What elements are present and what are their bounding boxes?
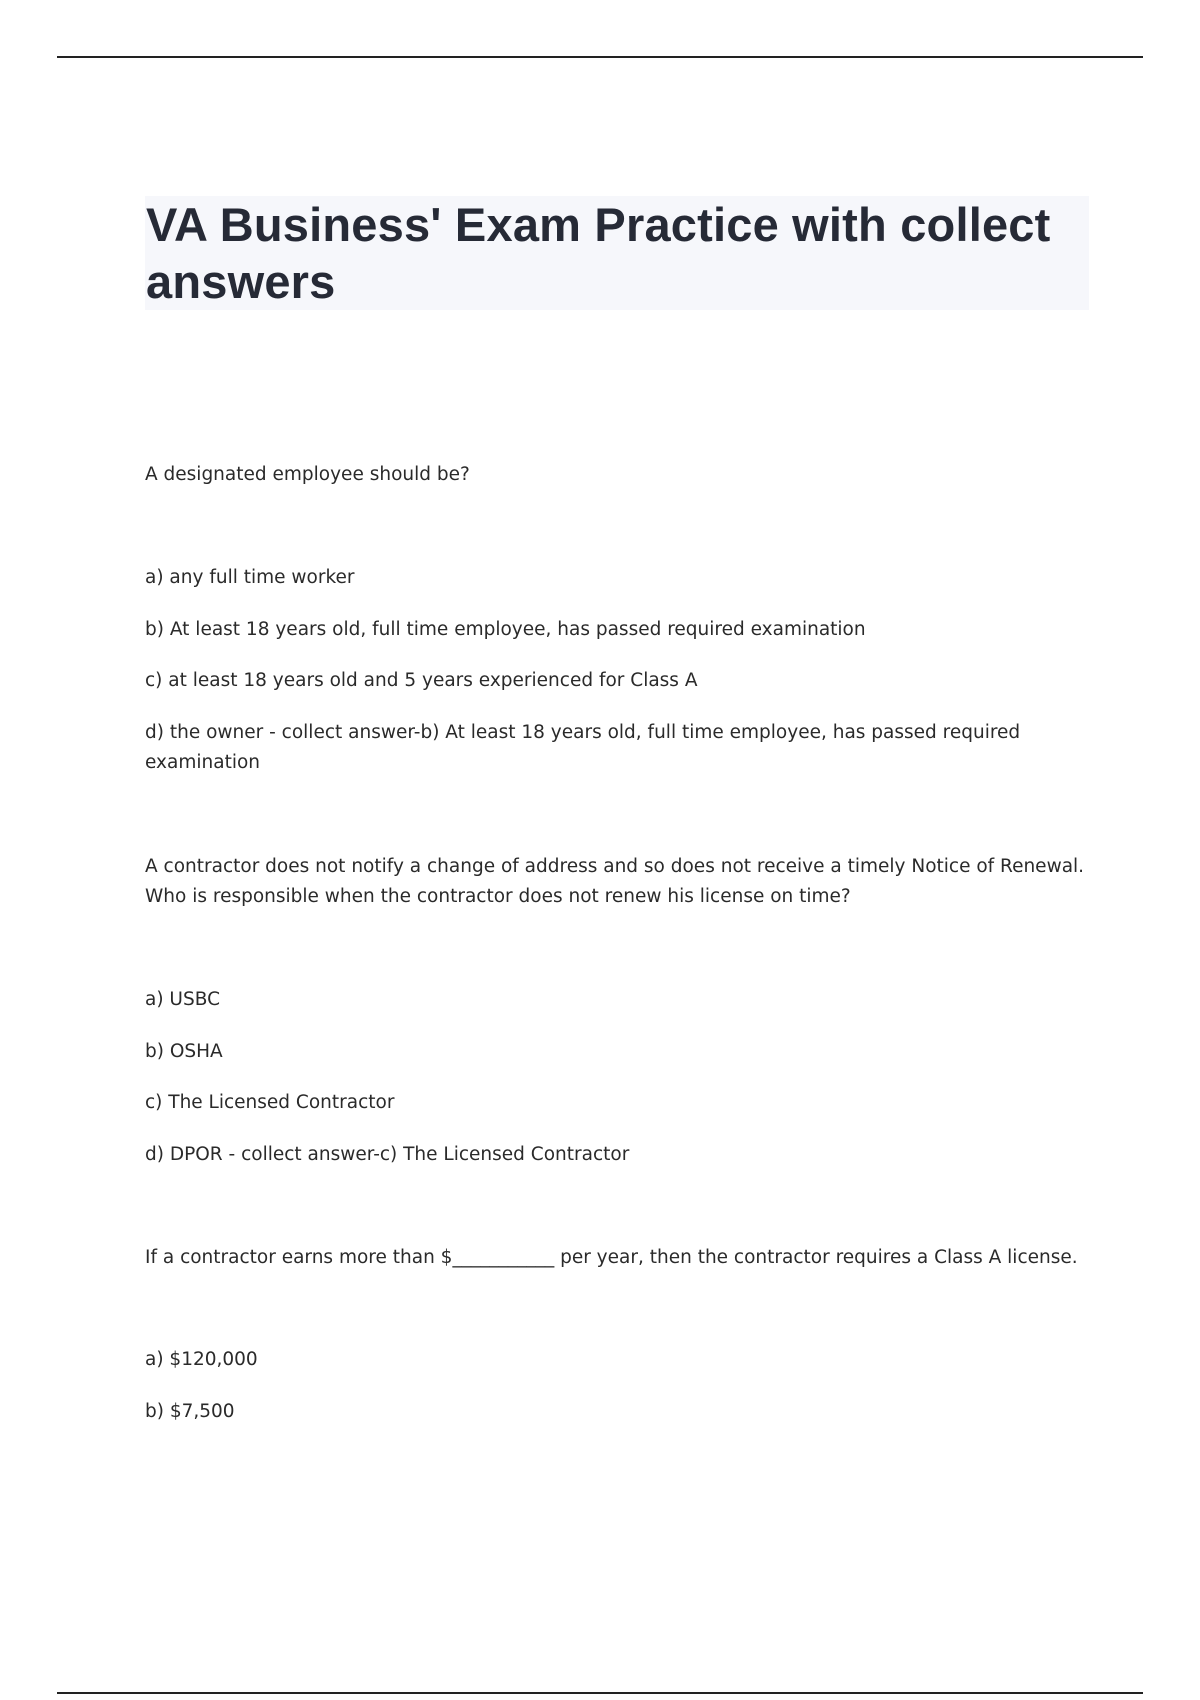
question-2-option-b: b) OSHA — [145, 1041, 223, 1062]
question-2-option-a: a) USBC — [145, 989, 221, 1010]
question-3-option-a: a) $120,000 — [145, 1349, 258, 1370]
question-3-prompt: If a contractor earns more than $___________ per year, then the contractor requires a Class A license. — [145, 1247, 1078, 1268]
question-2-option-c: c) The Licensed Contractor — [145, 1092, 395, 1113]
question-1-option-b: b) At least 18 years old, full time employee, has passed required examination — [145, 619, 866, 640]
top-rule — [57, 56, 1143, 58]
question-1-option-a: a) any full time worker — [145, 567, 355, 588]
question-2-option-d-with-answer: d) DPOR - collect answer-c) The Licensed Contractor — [145, 1144, 630, 1165]
document-title: VA Business' Exam Practice with collect answers — [146, 198, 1051, 308]
question-3-option-b: b) $7,500 — [145, 1401, 235, 1422]
question-1-prompt: A designated employee should be? — [145, 464, 470, 485]
question-2-prompt: A contractor does not notify a change of address and so does not receive a timely Notice of Renewal. Who is responsible when the contractor does not renew his license on time? — [145, 856, 1085, 907]
bottom-rule — [57, 1692, 1143, 1694]
question-1-option-d-with-answer: d) the owner - collect answer-b) At least 18 years old, full time employee, has passed required examination — [145, 722, 1021, 773]
question-1-option-c: c) at least 18 years old and 5 years experienced for Class A — [145, 670, 698, 691]
